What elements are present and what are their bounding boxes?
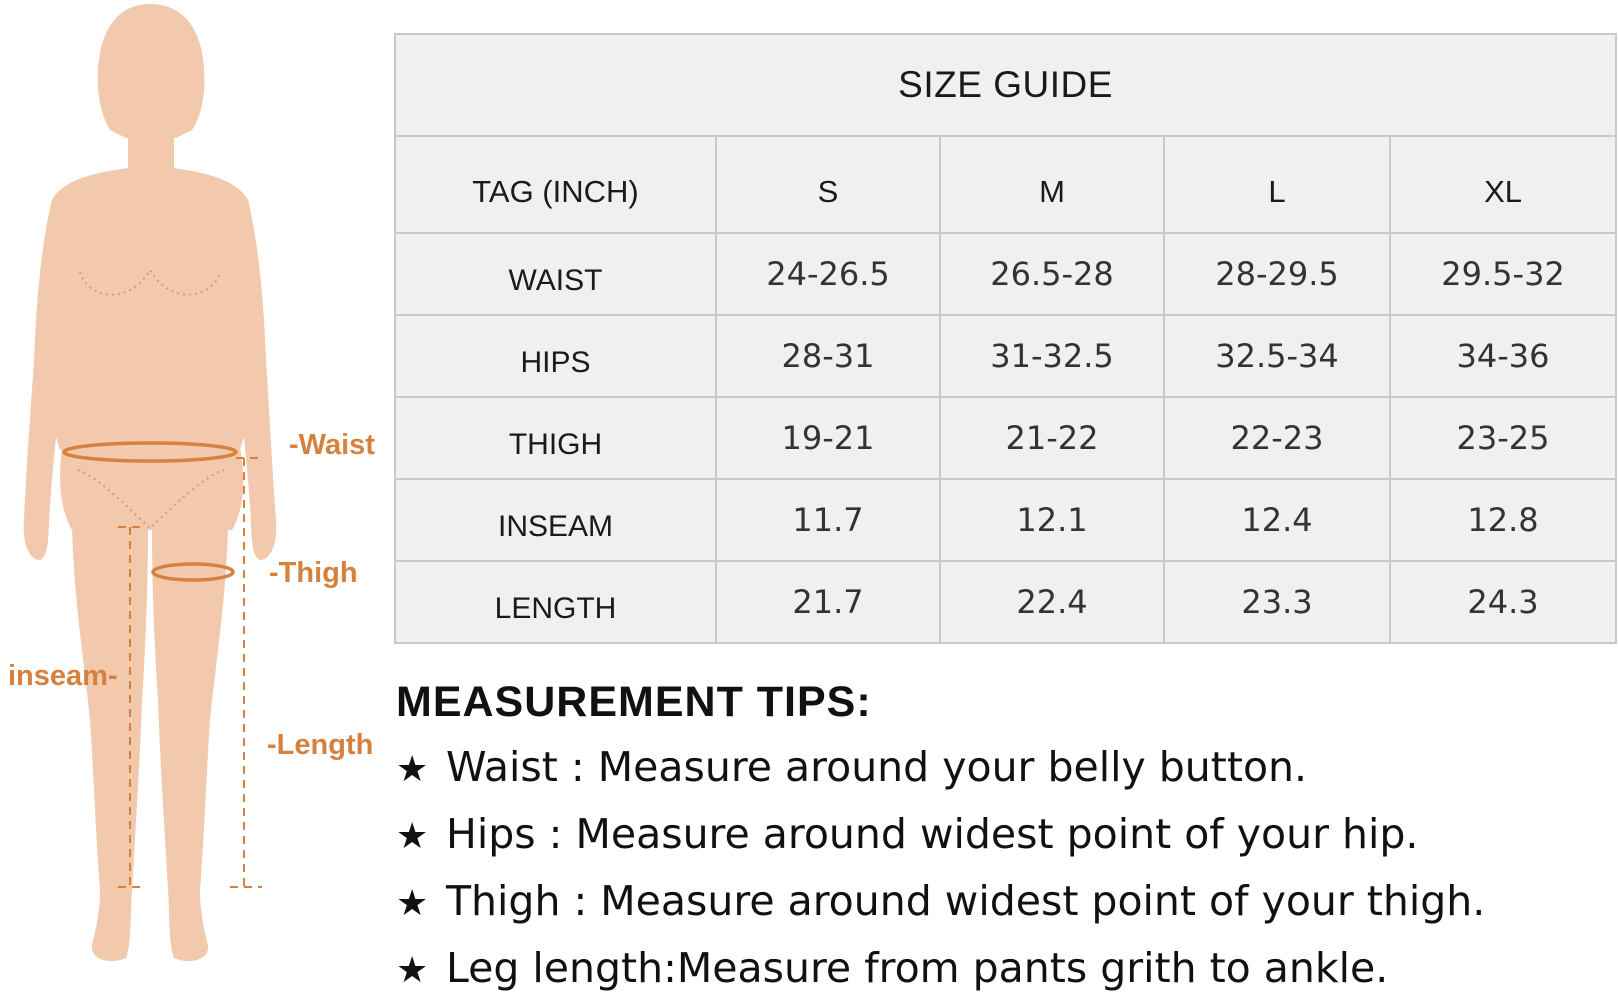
table-cell: 28-31 <box>716 315 940 397</box>
star-icon: ★ <box>396 950 429 991</box>
size-header-s: S <box>716 136 940 233</box>
table-row <box>395 479 1616 561</box>
list-item <box>396 735 1596 802</box>
list-item <box>396 936 1596 1003</box>
table-cell: 23-25 <box>1390 397 1616 479</box>
size-header-xl: XL <box>1390 136 1616 233</box>
table-cell: 11.7 <box>716 479 940 561</box>
tip-text: Leg length:Measure from pants grith to ankle. <box>446 944 1389 992</box>
table-cell: 23.3 <box>1164 561 1390 643</box>
header-tag-label: TAG (INCH) <box>395 136 716 233</box>
length-measure-label: -Length <box>267 729 374 761</box>
table-row <box>395 397 1616 479</box>
list-item <box>396 869 1596 936</box>
table-cell: 34-36 <box>1390 315 1616 397</box>
table-cell: 31-32.5 <box>940 315 1164 397</box>
table-cell: 26.5-28 <box>940 233 1164 315</box>
table-row <box>395 233 1616 315</box>
list-item <box>396 802 1596 869</box>
tip-text: Hips : Measure around widest point of your hip. <box>446 810 1419 858</box>
table-cell: 32.5-34 <box>1164 315 1390 397</box>
table-cell: 22.4 <box>940 561 1164 643</box>
table-cell: 24.3 <box>1390 561 1616 643</box>
table-cell: 12.4 <box>1164 479 1390 561</box>
body-silhouette <box>0 0 390 1001</box>
table-cell: 28-29.5 <box>1164 233 1390 315</box>
table-cell: 22-23 <box>1164 397 1390 479</box>
row-label: HIPS <box>395 315 716 397</box>
star-icon: ★ <box>396 749 429 790</box>
table-title: SIZE GUIDE <box>395 34 1616 136</box>
size-header-m: M <box>940 136 1164 233</box>
table-cell: 21-22 <box>940 397 1164 479</box>
table-row <box>395 561 1616 643</box>
table-cell: 12.1 <box>940 479 1164 561</box>
row-label: WAIST <box>395 233 716 315</box>
row-label: THIGH <box>395 397 716 479</box>
table-cell: 19-21 <box>716 397 940 479</box>
table-cell: 24-26.5 <box>716 233 940 315</box>
inseam-measure-label: inseam- <box>8 660 118 692</box>
tips-title: MEASUREMENT TIPS: <box>396 678 872 726</box>
size-header-l: L <box>1164 136 1390 233</box>
row-label: LENGTH <box>395 561 716 643</box>
star-icon: ★ <box>396 883 429 924</box>
thigh-measure-label: -Thigh <box>269 557 358 589</box>
table-row <box>395 315 1616 397</box>
size-guide-table <box>394 33 1617 644</box>
table-cell: 21.7 <box>716 561 940 643</box>
tip-text: Waist : Measure around your belly button. <box>446 743 1308 791</box>
tip-text: Thigh : Measure around widest point of your thigh. <box>446 877 1486 925</box>
row-label: INSEAM <box>395 479 716 561</box>
table-cell: 29.5-32 <box>1390 233 1616 315</box>
header-row <box>395 136 1616 233</box>
star-icon: ★ <box>396 816 429 857</box>
body-figure <box>0 0 390 1001</box>
table-cell: 12.8 <box>1390 479 1616 561</box>
measurement-tips <box>396 677 1596 1003</box>
waist-measure-label: -Waist <box>289 429 375 461</box>
